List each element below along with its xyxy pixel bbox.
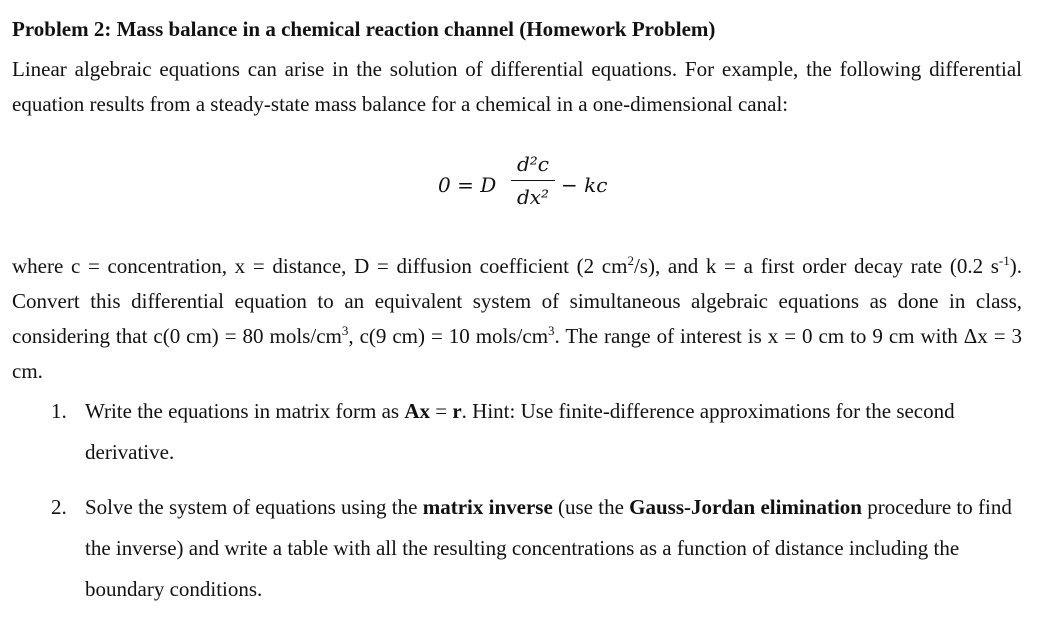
- equation-fraction: [511, 150, 555, 210]
- fraction-numerator: d²c: [516, 152, 550, 176]
- body-paragraph: [12, 249, 1022, 389]
- task-bold-a: Ax: [404, 399, 430, 423]
- task-item: [51, 487, 1026, 610]
- equation-lhs: 0 = D: [438, 173, 497, 197]
- task-bold-b: r: [452, 399, 462, 423]
- body-text-3: ). Convert this differential equation to an equivalent system of simultaneous algebraic equations as done in class, considering that c(0 cm) = 80 mols/cm: [12, 254, 1023, 348]
- body-sup-4: 3: [548, 323, 555, 338]
- task-list-item-1: [51, 391, 1026, 473]
- fraction-denominator: dx²: [516, 185, 550, 209]
- task-text-a: Write the equations in matrix form as: [85, 399, 405, 423]
- body-text-4: , c(9 cm) = 10 mols/cm: [348, 324, 549, 348]
- task-text-b: (use the: [552, 495, 630, 519]
- body-text-5: . The range of interest is x = 0 cm to 9 cm with Δx = 3 cm.: [12, 324, 1023, 383]
- body-sup-1: 2: [627, 253, 634, 268]
- fraction-bar: [511, 180, 555, 181]
- task-item: [51, 391, 1026, 473]
- task-text-c: procedure to find the inverse) and write a table with all the resulting concentrations as a function of distance including the boundary conditions.: [85, 495, 1012, 601]
- task-number: 2.: [51, 495, 67, 519]
- body-text-1: where c = concentration, x = distance, D = diffusion coefficient (2 cm: [12, 254, 628, 278]
- task-number: 1.: [51, 399, 67, 423]
- task-text-a: Solve the system of equations using the: [85, 495, 423, 519]
- task-list-item-2: [51, 487, 1026, 610]
- problem-title: Problem 2: Mass balance in a chemical reaction channel (Homework Problem): [12, 17, 716, 41]
- body-sup-2: -1: [998, 253, 1010, 268]
- task-text-c: . Hint: Use finite-difference approximations for the second derivative.: [85, 399, 955, 464]
- task-bold-b: Gauss-Jordan elimination: [629, 495, 862, 519]
- body-sup-3: 3: [341, 323, 349, 338]
- task-bold-a: matrix inverse: [422, 495, 553, 519]
- body-text-2: /s), and k = a first order decay rate (0.2 s: [633, 254, 999, 278]
- intro-paragraph: Linear algebraic equations can arise in the solution of differential equations. For example, the following differential equation results from a steady-state mass balance for a chemical in a one-dimensional canal:: [12, 57, 1022, 116]
- equation-rhs: − kc: [561, 173, 608, 197]
- task-text-b: =: [430, 399, 453, 423]
